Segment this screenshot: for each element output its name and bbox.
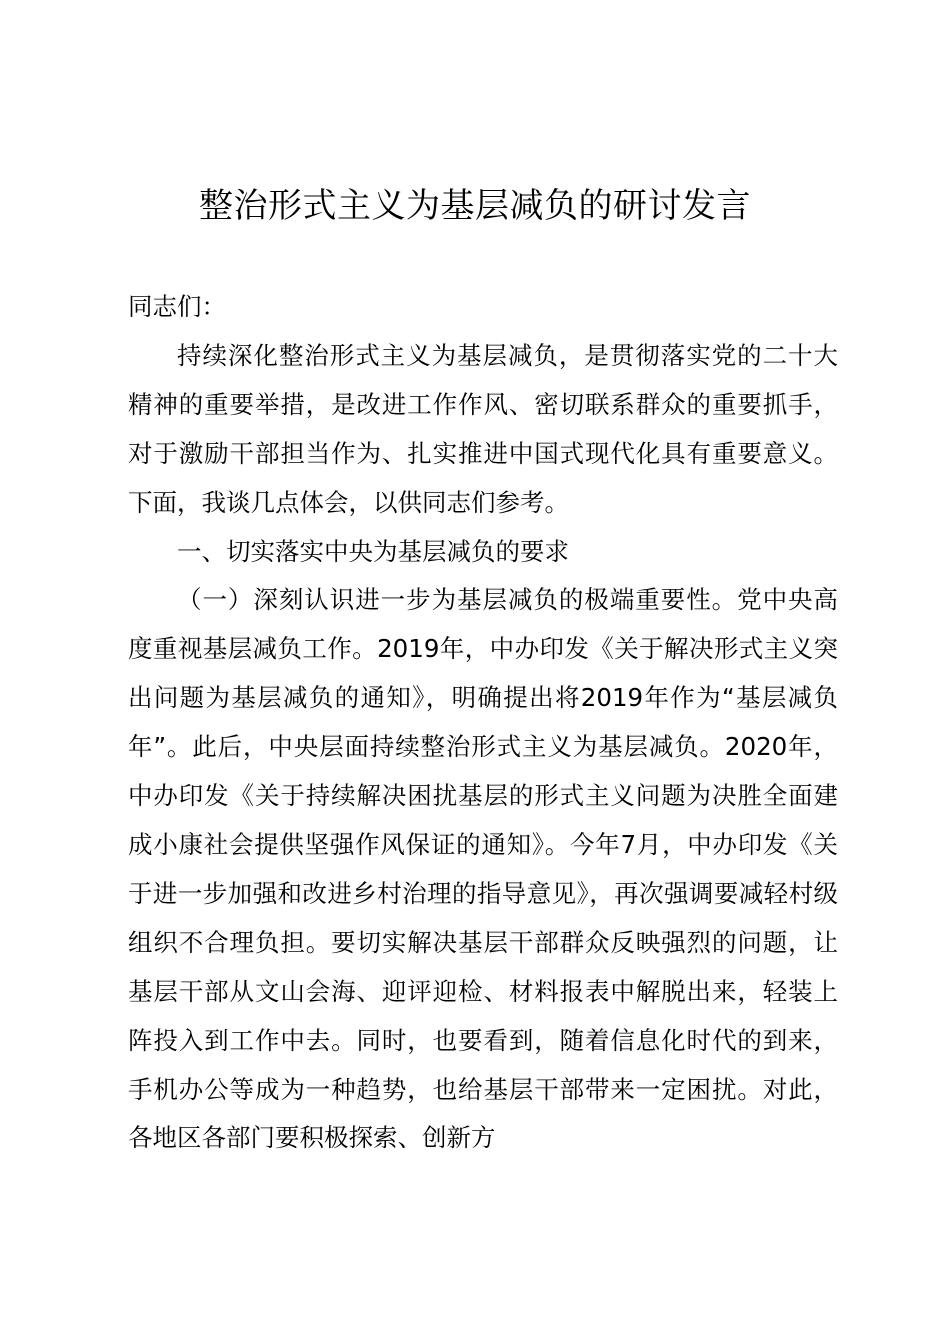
paragraph-intro: 持续深化整治形式主义为基层减负，是贯彻落实党的二十大精神的重要举措，是改进工作作风、密切联系群众的重要抓手，对于激励干部担当作为、扎实推进中国式现代化具有重要意义。下面，我谈几点体会，以供同志们参考。 (128, 340, 838, 517)
document-body (128, 283, 838, 1163)
paragraph-subsection-1: （一）深刻认识进一步为基层减负的极端重要性。党中央高度重视基层减负工作。2019年，中办印发《关于解决形式主义突出问题为基层减负的通知》，明确提出将2019年作为“基层减负年”。此后，中央层面持续整治形式主义为基层减负。2020年，中办印发《关于持续解决困扰基层的形式主义问题为决胜全面建成小康社会提供坚强作风保证的通知》。今年7月，中办印发《关于进一步加强和改进乡村治理的指导意见》，再次强调要减轻村级组织不合理负担。要切实解决基层干部群众反映强烈的问题，让基层干部从文山会海、迎评迎检、材料报表中解脱出来，轻装上阵投入到工作中去。同时，也要看到，随着信息化时代的到来，手机办公等成为一种趋势，也给基层干部带来一定困扰。对此，各地区各部门要积极探索、创新方 (128, 585, 838, 1153)
document-title: 整治形式主义为基层减负的研讨发言 (199, 186, 751, 226)
section-heading-1: 一、切实落实中央为基层减负的要求 (177, 536, 569, 566)
salutation: 同志们： (128, 292, 226, 321)
